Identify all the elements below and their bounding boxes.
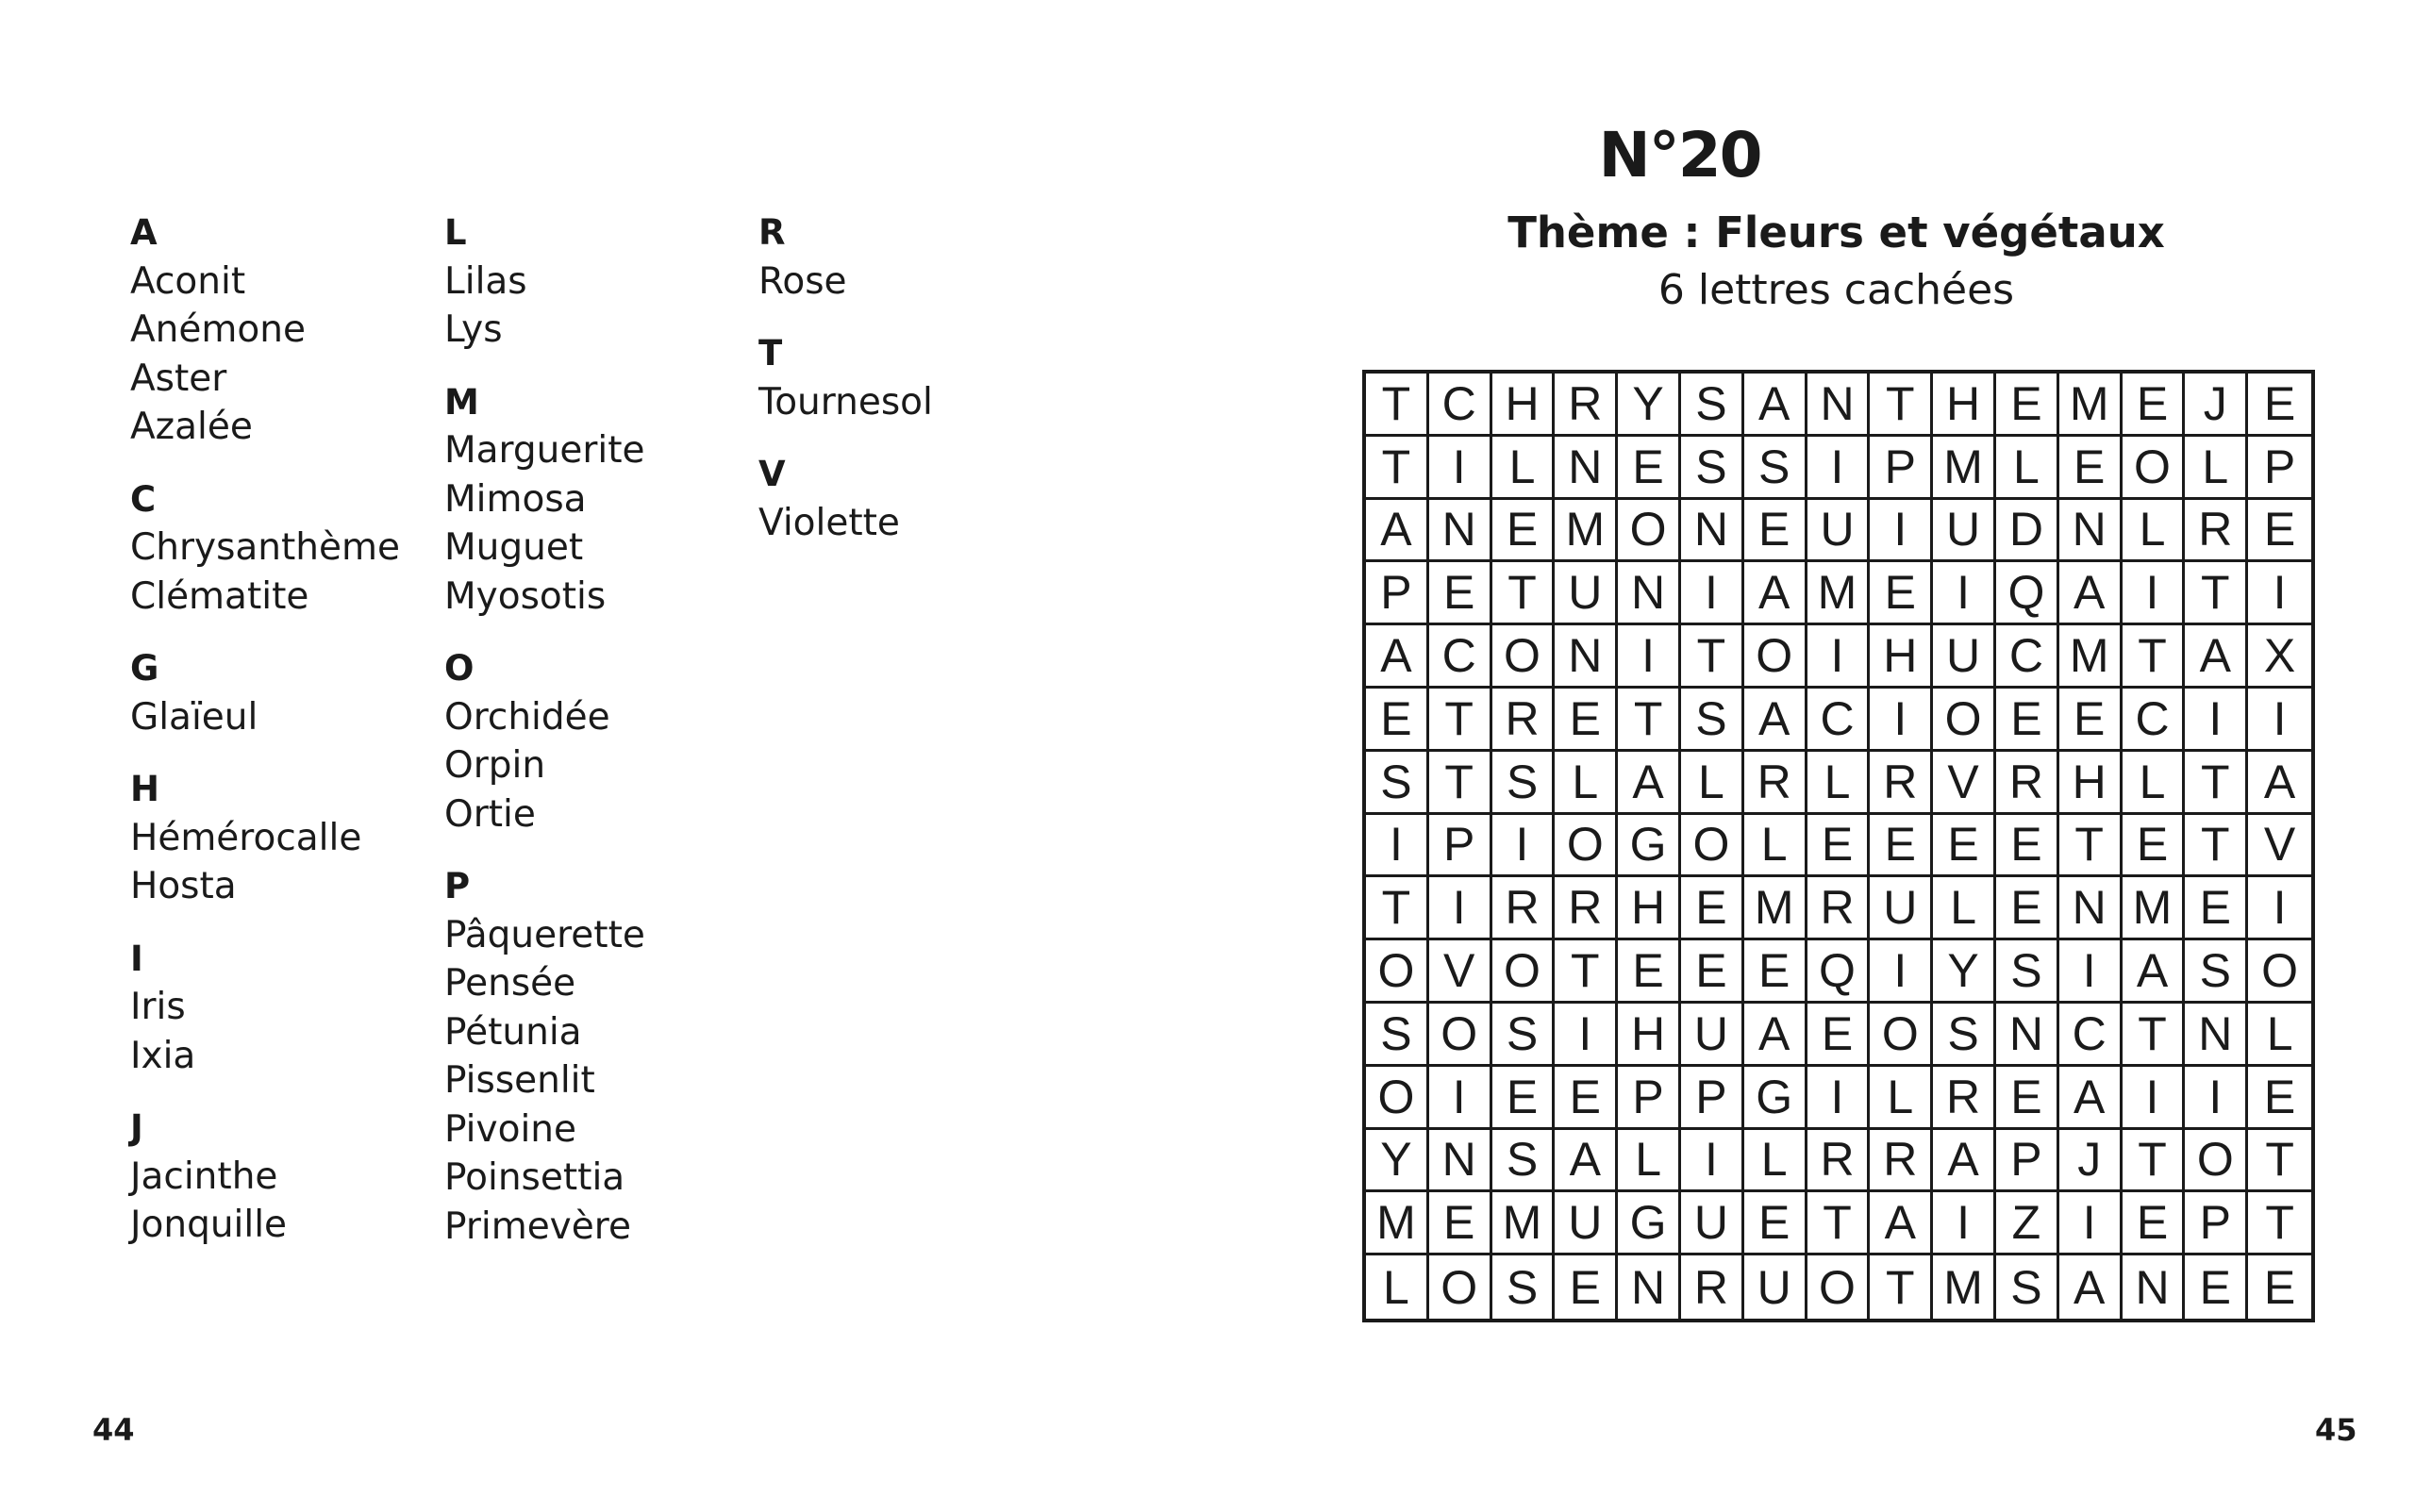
group-letter-heading: A (130, 212, 158, 253)
grid-cell: S (1681, 689, 1744, 752)
grid-cell: E (1429, 1192, 1492, 1255)
grid-cell: H (1870, 625, 1933, 689)
word-group (444, 644, 645, 839)
word-item: Glaïeul (130, 695, 258, 739)
grid-cell: A (2248, 752, 2311, 815)
grid-cell: N (1807, 374, 1871, 437)
grid-cell: N (1618, 1255, 1681, 1319)
grid-cell: Y (1366, 1130, 1429, 1193)
grid-cell: C (1807, 689, 1871, 752)
grid-cell: U (1681, 1004, 1744, 1067)
grid-cell: U (1933, 625, 1996, 689)
grid-cell: P (2248, 437, 2311, 500)
grid-cell: M (1744, 877, 1807, 940)
grid-cell: U (1681, 1192, 1744, 1255)
word-item: Ixia (130, 1034, 196, 1077)
grid-cell: O (1618, 500, 1681, 563)
grid-cell: E (1429, 562, 1492, 625)
word-column (444, 208, 645, 1274)
hidden-letters-count: 6 lettres cachées (1657, 266, 2015, 314)
puzzle-theme: Thème : Fleurs et végétaux (1507, 208, 2165, 258)
grid-cell: I (1429, 1067, 1492, 1130)
word-group (444, 378, 645, 622)
grid-cell: I (1870, 940, 1933, 1004)
grid-cell: P (1870, 437, 1933, 500)
grid-cell: G (1744, 1067, 1807, 1130)
grid-cell: C (1429, 625, 1492, 689)
grid-cell: U (1555, 1192, 1618, 1255)
word-item: Chrysanthème (130, 526, 400, 569)
grid-cell: I (2185, 1067, 2248, 1130)
grid-cell: L (2123, 500, 2186, 563)
word-item: Marguerite (444, 429, 645, 472)
grid-cell: E (1555, 1067, 1618, 1130)
grid-cell: E (1744, 500, 1807, 563)
grid-cell: T (1870, 1255, 1933, 1319)
grid-cell: L (1618, 1130, 1681, 1193)
grid-cell: T (1366, 877, 1429, 940)
grid-cell: E (1555, 1255, 1618, 1319)
grid-cell: M (1933, 437, 1996, 500)
grid-cell: T (2123, 1004, 2186, 1067)
grid-cell: S (1681, 437, 1744, 500)
grid-cell: R (1996, 752, 2059, 815)
word-item: Rose (758, 259, 847, 303)
group-letter-heading: P (444, 866, 471, 906)
grid-cell: N (1429, 500, 1492, 563)
grid-cell: O (1366, 1067, 1429, 1130)
grid-cell: S (1492, 752, 1556, 815)
grid-cell: T (2185, 815, 2248, 878)
grid-cell: I (1933, 562, 1996, 625)
grid-cell: N (2059, 500, 2123, 563)
grid-cell: N (1555, 437, 1618, 500)
grid-cell: O (1870, 1004, 1933, 1067)
word-item: Myosotis (444, 574, 607, 618)
grid-cell: T (1366, 374, 1429, 437)
grid-cell: E (1870, 562, 1933, 625)
grid-cell: T (2185, 752, 2248, 815)
grid-cell: E (2059, 689, 2123, 752)
grid-cell: T (2248, 1192, 2311, 1255)
grid-cell: Q (1996, 562, 2059, 625)
grid-cell: M (2059, 374, 2123, 437)
grid-cell: I (1492, 815, 1556, 878)
grid-cell: O (2123, 437, 2186, 500)
page-number-left: 44 (92, 1412, 135, 1448)
grid-cell: V (1429, 940, 1492, 1004)
grid-cell: G (1618, 1192, 1681, 1255)
grid-cell: N (1996, 1004, 2059, 1067)
grid-cell: E (2059, 437, 2123, 500)
grid-cell: C (1429, 374, 1492, 437)
grid-cell: I (2123, 1067, 2186, 1130)
grid-cell: T (1555, 940, 1618, 1004)
grid-cell: I (1870, 689, 1933, 752)
grid-cell: D (1996, 500, 2059, 563)
word-item: Hémérocalle (130, 816, 362, 859)
grid-cell: H (2059, 752, 2123, 815)
grid-cell: M (1366, 1192, 1429, 1255)
grid-cell: L (1744, 1130, 1807, 1193)
grid-cell: T (1681, 625, 1744, 689)
grid-cell: S (1996, 1255, 2059, 1319)
grid-cell: N (1681, 500, 1744, 563)
grid-cell: M (1555, 500, 1618, 563)
grid-cell: R (1492, 689, 1556, 752)
grid-cell: H (1618, 1004, 1681, 1067)
grid-cell: E (2263, 1260, 2296, 1314)
grid-cell: A (2185, 625, 2248, 689)
word-group (130, 935, 400, 1081)
grid-cell: I (2185, 689, 2248, 752)
grid-cell: C (2059, 1004, 2123, 1067)
grid-cell: A (1366, 625, 1429, 689)
grid-cell: O (1429, 1255, 1492, 1319)
grid-cell: G (1618, 815, 1681, 878)
grid-cell: U (1555, 562, 1618, 625)
grid-cell: J (2185, 374, 2248, 437)
word-group (758, 450, 933, 547)
word-item: Anémone (130, 308, 306, 351)
grid-cell: E (1807, 815, 1871, 878)
grid-cell: U (1933, 500, 1996, 563)
word-item: Mimosa (444, 477, 587, 521)
grid-cell: T (2123, 625, 2186, 689)
group-letter-heading: G (130, 648, 159, 689)
grid-cell: L (2185, 437, 2248, 500)
word-item: Jonquille (130, 1204, 288, 1246)
grid-cell: N (2185, 1004, 2248, 1067)
grid-cell: E (1681, 940, 1744, 1004)
word-item: Hosta (130, 865, 237, 907)
word-item: Iris (130, 986, 186, 1028)
grid-cell: I (2248, 562, 2311, 625)
grid-cell: E (1996, 877, 2059, 940)
grid-cell: T (1366, 437, 1429, 500)
grid-cell: O (2185, 1130, 2248, 1193)
grid-cell: I (1429, 437, 1492, 500)
word-item: Aconit (130, 259, 246, 303)
word-group (130, 644, 400, 741)
grid-cell: R (1681, 1255, 1744, 1319)
word-item: Clématite (130, 574, 309, 618)
grid-cell: O (1744, 625, 1807, 689)
grid-cell: E (1996, 374, 2059, 437)
page-number-right: 45 (2315, 1412, 2357, 1448)
grid-cell: S (1366, 1004, 1429, 1067)
grid-cell: E (1996, 1067, 2059, 1130)
grid-cell: L (1366, 1255, 1429, 1319)
word-group (130, 475, 400, 622)
grid-cell: E (1807, 1004, 1871, 1067)
word-item: Lilas (444, 259, 527, 303)
word-group (444, 208, 645, 355)
grid-cell: R (1870, 1130, 1933, 1193)
word-item: Poinsettia (444, 1156, 625, 1199)
word-item: Muguet (444, 526, 584, 569)
grid-cell: A (2059, 1067, 2123, 1130)
grid-cell: A (1555, 1130, 1618, 1193)
word-item: Orchidée (444, 695, 610, 739)
grid-cell: I (1933, 1192, 1996, 1255)
grid-cell: T (1870, 374, 1933, 437)
grid-cell: L (1681, 752, 1744, 815)
word-group (130, 208, 400, 452)
grid-cell: M (1807, 562, 1871, 625)
grid-cell: U (1870, 877, 1933, 940)
grid-cell: N (1618, 562, 1681, 625)
grid-cell: L (2248, 1004, 2311, 1067)
grid-cell: S (1681, 374, 1744, 437)
group-letter-heading: O (444, 648, 475, 689)
grid-cell: L (1933, 877, 1996, 940)
word-item: Ortie (444, 792, 536, 836)
grid-cell: E (1618, 437, 1681, 500)
word-item: Jacinthe (130, 1155, 278, 1198)
grid-cell: L (1870, 1067, 1933, 1130)
grid-cell: P (1429, 815, 1492, 878)
grid-cell: P (1996, 1130, 2059, 1193)
word-item: Aster (130, 357, 227, 400)
grid-cell: P (1366, 562, 1429, 625)
grid-cell: E (2248, 374, 2311, 437)
grid-cell: A (2059, 1255, 2123, 1319)
grid-cell: R (1744, 752, 1807, 815)
grid-cell: A (1933, 1130, 1996, 1193)
grid-cell: O (1492, 940, 1556, 1004)
grid-cell: A (1744, 689, 1807, 752)
grid-cell: M (1492, 1192, 1556, 1255)
grid-cell: O (1492, 625, 1556, 689)
group-letter-heading: C (130, 478, 157, 520)
grid-cell: N (1429, 1130, 1492, 1193)
word-search-grid (1362, 370, 2315, 1322)
word-item: Pissenlit (444, 1059, 595, 1102)
grid-cell: A (1618, 752, 1681, 815)
grid-cell: R (1555, 877, 1618, 940)
grid-cell: L (1744, 815, 1807, 878)
grid-cell: O (1366, 940, 1429, 1004)
grid-cell: E (2123, 815, 2186, 878)
puzzle-number: N°20 (1598, 119, 1761, 191)
grid-cell: I (1807, 625, 1871, 689)
word-item: Tournesol (758, 380, 933, 424)
grid-cell: E (1996, 689, 2059, 752)
grid-cell: H (1618, 877, 1681, 940)
grid-cell: O (1681, 815, 1744, 878)
grid-cell: E (1681, 877, 1744, 940)
grid-cell: T (1807, 1192, 1871, 1255)
group-letter-heading: J (130, 1107, 143, 1148)
grid-cell: R (1555, 374, 1618, 437)
grid-cell: L (1492, 437, 1556, 500)
grid-cell: E (1744, 1192, 1807, 1255)
grid-cell: P (1681, 1067, 1744, 1130)
grid-cell: E (2248, 500, 2311, 563)
grid-cell: M (1933, 1255, 1996, 1319)
group-letter-heading: R (758, 212, 786, 253)
word-column (130, 208, 400, 1273)
grid-cell: O (2248, 940, 2311, 1004)
grid-cell: I (1870, 500, 1933, 563)
grid-cell: I (1618, 625, 1681, 689)
grid-cell: I (1681, 1130, 1744, 1193)
word-group (130, 765, 400, 911)
word-column (758, 208, 933, 571)
grid-cell: M (2059, 625, 2123, 689)
grid-cell: E (1492, 1067, 1556, 1130)
grid-cell: T (2123, 1130, 2186, 1193)
grid-cell: E (1933, 815, 1996, 878)
word-group (758, 208, 933, 306)
word-item: Pâquerette (444, 913, 645, 956)
grid-cell: A (1870, 1192, 1933, 1255)
grid-cell: I (2059, 1192, 2123, 1255)
grid-cell: O (1933, 689, 1996, 752)
grid-cell: E (1618, 940, 1681, 1004)
grid-cell: Q (1807, 940, 1871, 1004)
grid-cell: O (1555, 815, 1618, 878)
grid-cell: O (1429, 1004, 1492, 1067)
grid-cell: I (2248, 689, 2311, 752)
grid-cell: L (1996, 437, 2059, 500)
grid-cell: S (1366, 752, 1429, 815)
grid-cell: Z (1996, 1192, 2059, 1255)
grid-cell: A (2123, 940, 2186, 1004)
grid-cell: T (2059, 815, 2123, 878)
grid-cell: S (1492, 1130, 1556, 1193)
grid-cell: N (2123, 1255, 2186, 1319)
grid-cell: E (2248, 1067, 2311, 1130)
grid-cell: I (1807, 437, 1871, 500)
grid-cell: U (1807, 500, 1871, 563)
grid-cell: I (1807, 1067, 1871, 1130)
word-item: Azalée (130, 406, 253, 448)
grid-cell: A (1744, 562, 1807, 625)
grid-cell: E (1996, 815, 2059, 878)
grid-cell: P (1618, 1067, 1681, 1130)
grid-cell: V (2248, 815, 2311, 878)
grid-cell: Y (1933, 940, 1996, 1004)
grid-cell: S (1492, 1004, 1556, 1067)
word-item: Pensée (444, 962, 576, 1005)
word-item: Violette (758, 501, 900, 544)
grid-cell: M (2123, 877, 2186, 940)
grid-cell: T (1429, 752, 1492, 815)
grid-cell: R (2185, 500, 2248, 563)
grid-cell: T (1618, 689, 1681, 752)
word-item: Pétunia (444, 1010, 582, 1054)
word-group (444, 862, 645, 1251)
grid-cell: S (1996, 940, 2059, 1004)
grid-cell: R (1870, 752, 1933, 815)
grid-cell: I (1429, 877, 1492, 940)
grid-cell: T (1429, 689, 1492, 752)
grid-cell: L (1555, 752, 1618, 815)
grid-cell: E (1492, 500, 1556, 563)
group-letter-heading: V (758, 454, 786, 494)
group-letter-heading: H (130, 769, 159, 809)
grid-cell: O (1807, 1255, 1871, 1319)
grid-cell: T (2248, 1130, 2311, 1193)
word-item: Primevère (444, 1205, 631, 1248)
word-item: Orpin (444, 744, 546, 787)
grid-cell: I (1681, 562, 1744, 625)
grid-cell: E (2123, 1192, 2186, 1255)
grid-cell: C (1996, 625, 2059, 689)
grid-cell: E (2123, 374, 2186, 437)
grid-cell: A (1744, 374, 1807, 437)
grid-cell: U (1744, 1255, 1807, 1319)
word-group (130, 1104, 400, 1250)
grid-cell: S (1492, 1255, 1556, 1319)
grid-cell: E (1366, 689, 1429, 752)
grid-cell: L (2123, 752, 2186, 815)
grid-cell: A (2059, 562, 2123, 625)
grid-cell: L (1807, 752, 1871, 815)
grid-cell: J (2059, 1130, 2123, 1193)
grid-cell: I (1555, 1004, 1618, 1067)
grid-cell: I (2059, 940, 2123, 1004)
grid-cell: N (1555, 625, 1618, 689)
grid-cell: H (1492, 374, 1556, 437)
grid-cell: S (2185, 940, 2248, 1004)
grid-cell: C (2123, 689, 2186, 752)
grid-cell: I (2248, 877, 2311, 940)
grid-cell: E (1870, 815, 1933, 878)
grid-cell: A (1744, 1004, 1807, 1067)
group-letter-heading: M (444, 381, 479, 423)
grid-cell: I (2123, 562, 2186, 625)
grid-cell: P (2185, 1192, 2248, 1255)
grid-cell: S (1933, 1004, 1996, 1067)
word-item: Pivoine (444, 1107, 576, 1151)
word-group (758, 329, 933, 426)
grid-cell: A (1366, 500, 1429, 563)
grid-cell: E (2185, 1255, 2248, 1319)
grid-cell: I (1366, 815, 1429, 878)
grid-cell: R (1807, 877, 1871, 940)
group-letter-heading: T (758, 333, 783, 374)
grid-cell: N (2059, 877, 2123, 940)
grid-cell: T (2185, 562, 2248, 625)
grid-cell: H (1933, 374, 1996, 437)
grid-cell: S (1744, 437, 1807, 500)
grid-cell: T (1492, 562, 1556, 625)
word-item: Lys (444, 308, 503, 351)
grid-cell: R (1807, 1130, 1871, 1193)
grid-cell: R (1933, 1067, 1996, 1130)
grid-cell: E (2185, 877, 2248, 940)
grid-cell: V (1933, 752, 1996, 815)
grid-cell: Y (1618, 374, 1681, 437)
group-letter-heading: I (130, 938, 143, 979)
group-letter-heading: L (444, 212, 467, 253)
grid-cell: E (1744, 940, 1807, 1004)
grid-cell: R (1492, 877, 1556, 940)
grid-cell: E (1555, 689, 1618, 752)
grid-cell: X (2248, 625, 2311, 689)
